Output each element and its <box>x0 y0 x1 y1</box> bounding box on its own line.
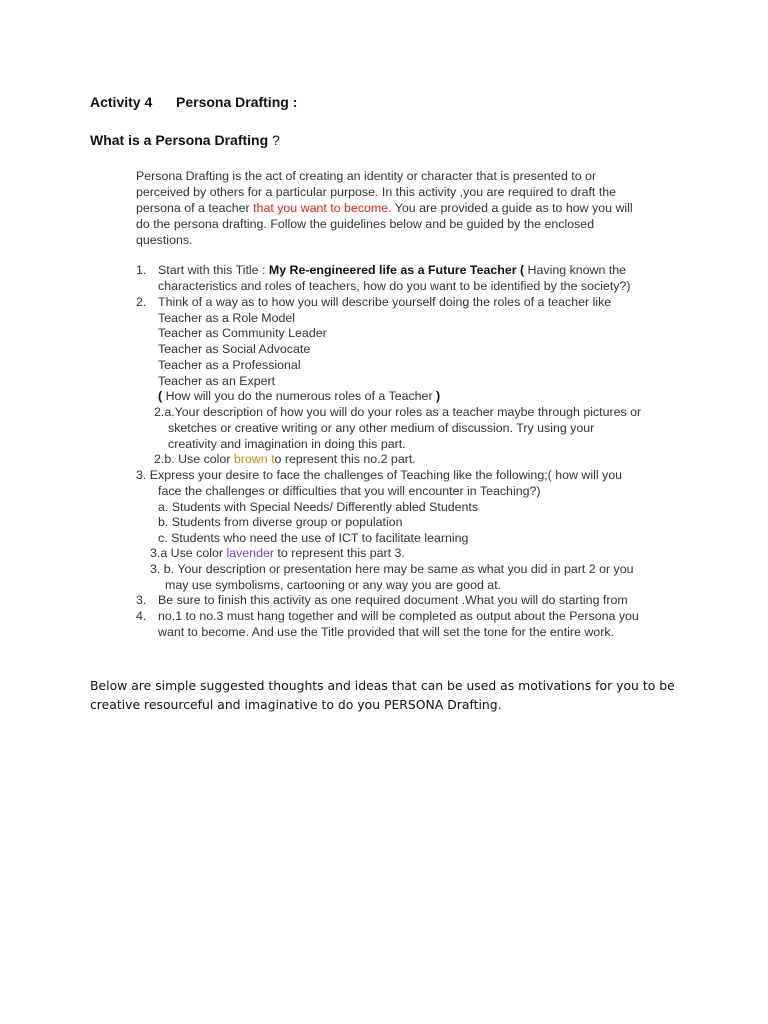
list-item-3a-start: 3.a Use color <box>150 546 227 560</box>
intro-line-3-start: persona of a teacher <box>136 201 254 215</box>
list-item-1-intro: Start with this Title : <box>158 263 269 277</box>
section-question <box>90 132 280 148</box>
list-item-4: Be sure to finish this activity as one required document .What you will do starting from <box>158 593 628 607</box>
list-item-1-cont: characteristics and roles of teachers, how do you want to be identified by the society?) <box>158 279 631 293</box>
list-item-1 <box>158 262 626 278</box>
role-item: Teacher as Community Leader <box>158 326 327 340</box>
color-word-brown: brown t <box>233 452 275 466</box>
activity-label: Activity 4 <box>90 94 153 110</box>
paren-close: ) <box>436 389 441 403</box>
closing-line-1: Below are simple suggested thoughts and ideas that can be used as motivations for you to be <box>90 678 675 693</box>
closing-line-2: creative resourceful and imaginative to do you PERSONA Drafting. <box>90 696 502 712</box>
list-item-2a-line-1: 2.a.Your description of how you will do your roles as a teacher maybe through pictures or <box>154 405 642 419</box>
list-item-2b-start: 2.b. Use color <box>154 452 234 466</box>
list-item-2: Think of a way as to how you will describe yourself doing the roles of a teacher like <box>158 295 612 309</box>
list-item-2b-end: o represent this no.2 part. <box>274 452 416 466</box>
list-item-5-line-2: want to become. And use the Title provided that will set the tone for the entire work. <box>158 625 614 639</box>
list-item-3a <box>150 545 405 561</box>
list-item-2-number: 2. <box>136 295 147 309</box>
list-item-1-tail: Having known the <box>524 263 627 277</box>
challenge-item: a. Students with Special Needs/ Differently abled Students <box>158 500 479 514</box>
intro-line-3-end: You are provided a guide as to how you will <box>391 201 633 215</box>
roles-question-text: How will you do the numerous roles of a Teacher <box>162 389 437 403</box>
intro-highlight-red: that you want to become. <box>253 201 392 215</box>
persona-title: My Re-engineered life as a Future Teacher ( <box>268 263 525 277</box>
list-item-2a-line-3: creativity and imagination in doing this part. <box>168 437 406 451</box>
role-item: Teacher as a Role Model <box>158 311 296 325</box>
intro-line-5: questions. <box>136 233 193 247</box>
list-item-1-number: 1. <box>136 263 147 277</box>
intro-line-2: perceived by others for a particular purpose. In this activity ,you are required to draft the <box>136 185 617 199</box>
roles-question <box>158 388 440 404</box>
list-item-4-number: 3. <box>136 593 147 607</box>
challenge-item: b. Students from diverse group or population <box>158 515 403 529</box>
list-item-3-line-1: 3. Express your desire to face the challenges of Teaching like the following;( how will you <box>136 468 623 482</box>
activity-title: Persona Drafting : <box>176 94 298 110</box>
role-item: Teacher as Social Advocate <box>158 342 311 356</box>
intro-line-1: Persona Drafting is the act of creating an identity or character that is presented to or <box>136 169 597 183</box>
intro-line-4: do the persona drafting. Follow the guidelines below and be guided by the enclosed <box>136 217 595 231</box>
question-text: What is a Persona Drafting <box>90 132 269 148</box>
role-item: Teacher as an Expert <box>158 374 276 388</box>
list-item-3b-line-2: may use symbolisms, cartooning or any way you are good at. <box>165 578 502 592</box>
list-item-3a-end: to represent this part 3. <box>273 546 405 560</box>
list-item-3b-line-1: 3. b. Your description or presentation here may be same as what you did in part 2 or you <box>150 562 634 576</box>
list-item-5-number: 4. <box>136 609 147 623</box>
list-item-2a-line-2: sketches or creative writing or any other medium of discussion. Try using your <box>168 421 595 435</box>
list-item-3-line-2: face the challenges or difficulties that you will encounter in Teaching?) <box>158 484 541 498</box>
color-word-lavender: lavender <box>226 546 274 560</box>
role-item: Teacher as a Professional <box>158 358 301 372</box>
list-item-5-line-1: no.1 to no.3 must hang together and will be completed as output about the Persona you <box>158 609 639 623</box>
paren-open: ( <box>158 389 163 403</box>
intro-line-3 <box>136 200 633 216</box>
challenge-item: c. Students who need the use of ICT to facilitate learning <box>158 531 469 545</box>
list-item-2b <box>154 451 416 467</box>
question-mark: ? <box>268 132 280 148</box>
